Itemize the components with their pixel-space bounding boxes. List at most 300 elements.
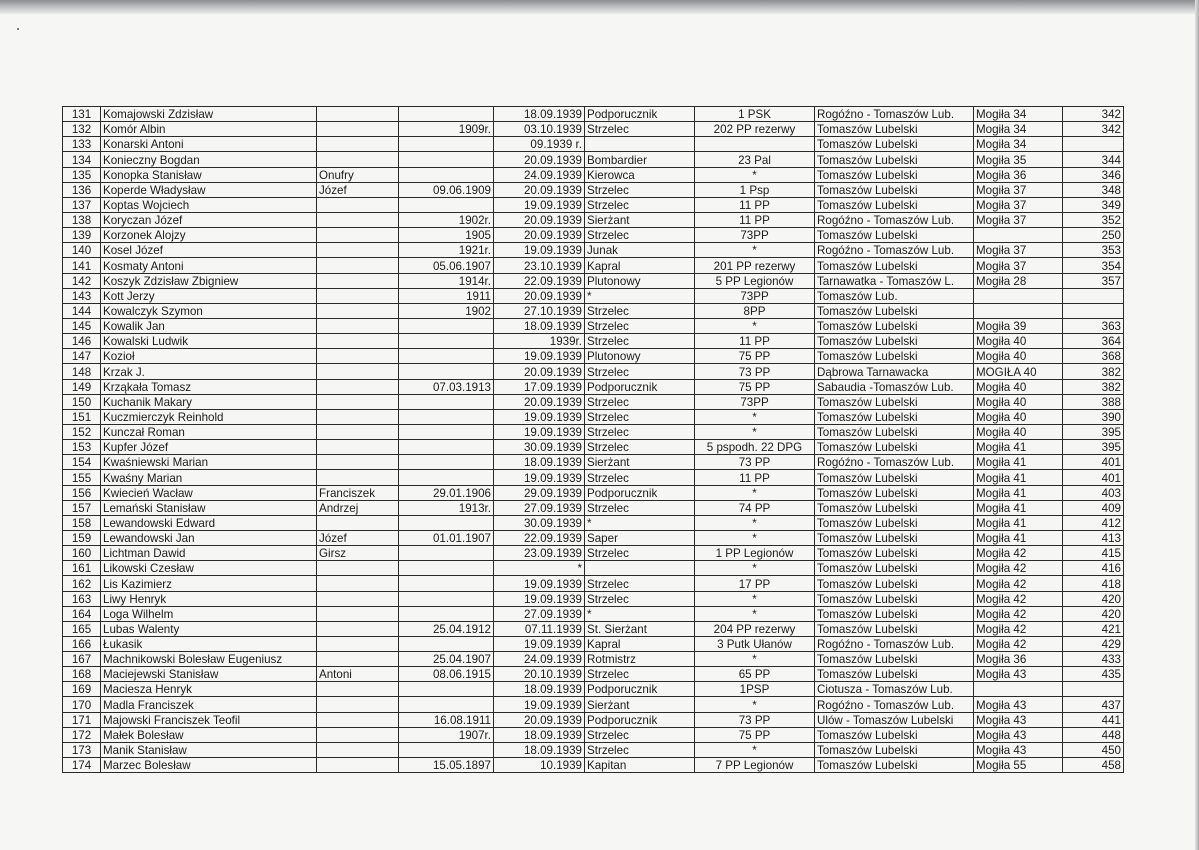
- grave-number-cell: [974, 228, 1063, 243]
- military-rank-cell: Podporucznik: [585, 485, 695, 500]
- grave-number-cell: Mogiła 37: [974, 243, 1063, 258]
- place-of-death-cell: Tomaszów Lubelski: [815, 546, 974, 561]
- military-rank-cell: Strzelec: [585, 742, 695, 757]
- grave-number-cell: Mogiła 41: [974, 530, 1063, 545]
- reference-number-cell: 401: [1063, 455, 1124, 470]
- birth-date-cell: [399, 591, 494, 606]
- place-of-death-cell: Tomaszów Lubelski: [815, 167, 974, 182]
- place-of-death-cell: Tomaszów Lubelski: [815, 349, 974, 364]
- death-date-cell: 20.09.1939: [494, 288, 585, 303]
- reference-number-cell: 348: [1063, 182, 1124, 197]
- entry-number-cell: 174: [63, 758, 101, 773]
- military-unit-cell: *: [695, 318, 815, 333]
- entry-number-cell: 161: [63, 561, 101, 576]
- birth-date-cell: 15.05.1897: [399, 758, 494, 773]
- military-rank-cell: Strzelec: [585, 576, 695, 591]
- birth-date-cell: [399, 394, 494, 409]
- birth-date-cell: 1911: [399, 288, 494, 303]
- reference-number-cell: 354: [1063, 258, 1124, 273]
- place-of-death-cell: Tomaszów Lubelski: [815, 591, 974, 606]
- father-name-cell: [317, 137, 399, 152]
- entry-number-cell: 144: [63, 303, 101, 318]
- grave-number-cell: Mogiła 41: [974, 455, 1063, 470]
- death-date-cell: 19.09.1939: [494, 243, 585, 258]
- reference-number-cell: 415: [1063, 546, 1124, 561]
- entry-number-cell: 148: [63, 364, 101, 379]
- military-unit-cell: 73PP: [695, 288, 815, 303]
- birth-date-cell: [399, 682, 494, 697]
- table-row: [63, 576, 1124, 591]
- reference-number-cell: 416: [1063, 561, 1124, 576]
- military-rank-cell: *: [585, 288, 695, 303]
- reference-number-cell: 412: [1063, 515, 1124, 530]
- full-name-cell: Krząkała Tomasz: [101, 379, 317, 394]
- reference-number-cell: 368: [1063, 349, 1124, 364]
- grave-number-cell: Mogiła 41: [974, 440, 1063, 455]
- reference-number-cell: 349: [1063, 197, 1124, 212]
- birth-date-cell: 01.01.1907: [399, 530, 494, 545]
- father-name-cell: [317, 652, 399, 667]
- place-of-death-cell: Tomaszów Lubelski: [815, 122, 974, 137]
- entry-number-cell: 132: [63, 122, 101, 137]
- entry-number-cell: 154: [63, 455, 101, 470]
- father-name-cell: Girsz: [317, 546, 399, 561]
- military-rank-cell: Strzelec: [585, 364, 695, 379]
- death-date-cell: 23.10.1939: [494, 258, 585, 273]
- reference-number-cell: 413: [1063, 530, 1124, 545]
- father-name-cell: [317, 591, 399, 606]
- table-row: [63, 682, 1124, 697]
- military-unit-cell: 73 PP: [695, 712, 815, 727]
- military-rank-cell: Strzelec: [585, 440, 695, 455]
- death-date-cell: 03.10.1939: [494, 122, 585, 137]
- military-rank-cell: *: [585, 515, 695, 530]
- father-name-cell: [317, 212, 399, 227]
- death-date-cell: 20.09.1939: [494, 182, 585, 197]
- military-unit-cell: *: [695, 742, 815, 757]
- entry-number-cell: 159: [63, 530, 101, 545]
- full-name-cell: Kowalski Ludwik: [101, 334, 317, 349]
- table-row: [63, 591, 1124, 606]
- entry-number-cell: 157: [63, 500, 101, 515]
- table-row: [63, 394, 1124, 409]
- register-body: [63, 107, 1124, 773]
- death-date-cell: 19.09.1939: [494, 697, 585, 712]
- grave-number-cell: MOGIŁA 40: [974, 364, 1063, 379]
- father-name-cell: [317, 318, 399, 333]
- military-unit-cell: 11 PP: [695, 470, 815, 485]
- place-of-death-cell: Tomaszów Lubelski: [815, 667, 974, 682]
- reference-number-cell: [1063, 303, 1124, 318]
- military-rank-cell: Junak: [585, 243, 695, 258]
- full-name-cell: Maciesza Henryk: [101, 682, 317, 697]
- grave-number-cell: Mogiła 42: [974, 546, 1063, 561]
- military-rank-cell: St. Sierżant: [585, 621, 695, 636]
- table-row: [63, 349, 1124, 364]
- entry-number-cell: 150: [63, 394, 101, 409]
- military-unit-cell: 74 PP: [695, 500, 815, 515]
- military-rank-cell: Bombardier: [585, 152, 695, 167]
- father-name-cell: [317, 606, 399, 621]
- entry-number-cell: 164: [63, 606, 101, 621]
- father-name-cell: [317, 742, 399, 757]
- military-unit-cell: *: [695, 530, 815, 545]
- death-date-cell: 24.09.1939: [494, 652, 585, 667]
- grave-number-cell: [974, 682, 1063, 697]
- death-date-cell: 09.1939 r.: [494, 137, 585, 152]
- grave-number-cell: Mogiła 41: [974, 500, 1063, 515]
- entry-number-cell: 135: [63, 167, 101, 182]
- military-rank-cell: Strzelec: [585, 394, 695, 409]
- father-name-cell: [317, 288, 399, 303]
- father-name-cell: [317, 621, 399, 636]
- place-of-death-cell: Tomaszów Lubelski: [815, 727, 974, 742]
- military-unit-cell: *: [695, 515, 815, 530]
- entry-number-cell: 134: [63, 152, 101, 167]
- entry-number-cell: 172: [63, 727, 101, 742]
- military-rank-cell: Strzelec: [585, 197, 695, 212]
- grave-number-cell: Mogiła 42: [974, 621, 1063, 636]
- death-date-cell: 23.09.1939: [494, 546, 585, 561]
- military-unit-cell: 1 Psp: [695, 182, 815, 197]
- entry-number-cell: 165: [63, 621, 101, 636]
- birth-date-cell: [399, 455, 494, 470]
- entry-number-cell: 136: [63, 182, 101, 197]
- military-rank-cell: Sierżant: [585, 212, 695, 227]
- table-row: [63, 606, 1124, 621]
- birth-date-cell: [399, 152, 494, 167]
- birth-date-cell: [399, 409, 494, 424]
- father-name-cell: Franciszek: [317, 485, 399, 500]
- place-of-death-cell: Ciotusza - Tomaszów Lub.: [815, 682, 974, 697]
- place-of-death-cell: Rogóźno - Tomaszów Lub.: [815, 212, 974, 227]
- grave-number-cell: Mogiła 40: [974, 349, 1063, 364]
- military-rank-cell: Strzelec: [585, 303, 695, 318]
- military-rank-cell: Plutonowy: [585, 273, 695, 288]
- father-name-cell: [317, 455, 399, 470]
- military-unit-cell: 75 PP: [695, 349, 815, 364]
- military-rank-cell: Kapitan: [585, 758, 695, 773]
- reference-number-cell: 382: [1063, 379, 1124, 394]
- full-name-cell: Kowalczyk Szymon: [101, 303, 317, 318]
- table-row: [63, 636, 1124, 651]
- military-rank-cell: Strzelec: [585, 500, 695, 515]
- place-of-death-cell: Tomaszów Lubelski: [815, 394, 974, 409]
- death-date-cell: 20.10.1939: [494, 667, 585, 682]
- father-name-cell: [317, 697, 399, 712]
- place-of-death-cell: Tomaszów Lubelski: [815, 515, 974, 530]
- birth-date-cell: 1914r.: [399, 273, 494, 288]
- entry-number-cell: 171: [63, 712, 101, 727]
- death-date-cell: 18.09.1939: [494, 455, 585, 470]
- table-row: [63, 621, 1124, 636]
- table-row: [63, 727, 1124, 742]
- table-row: [63, 712, 1124, 727]
- death-date-cell: *: [494, 561, 585, 576]
- military-rank-cell: Strzelec: [585, 182, 695, 197]
- full-name-cell: Kozioł: [101, 349, 317, 364]
- father-name-cell: [317, 258, 399, 273]
- place-of-death-cell: Tomaszów Lubelski: [815, 621, 974, 636]
- death-date-cell: 19.09.1939: [494, 591, 585, 606]
- death-date-cell: 29.09.1939: [494, 485, 585, 500]
- full-name-cell: Konopka Stanisław: [101, 167, 317, 182]
- death-date-cell: 30.09.1939: [494, 440, 585, 455]
- entry-number-cell: 139: [63, 228, 101, 243]
- military-rank-cell: Strzelec: [585, 228, 695, 243]
- reference-number-cell: 450: [1063, 742, 1124, 757]
- father-name-cell: [317, 122, 399, 137]
- reference-number-cell: 353: [1063, 243, 1124, 258]
- table-row: [63, 409, 1124, 424]
- birth-date-cell: 07.03.1913: [399, 379, 494, 394]
- birth-date-cell: [399, 546, 494, 561]
- entry-number-cell: 138: [63, 212, 101, 227]
- birth-date-cell: [399, 576, 494, 591]
- entry-number-cell: 168: [63, 667, 101, 682]
- reference-number-cell: 458: [1063, 758, 1124, 773]
- reference-number-cell: 420: [1063, 606, 1124, 621]
- table-row: [63, 167, 1124, 182]
- full-name-cell: Lemański Stanisław: [101, 500, 317, 515]
- place-of-death-cell: Rogóźno - Tomaszów Lub.: [815, 697, 974, 712]
- reference-number-cell: 395: [1063, 440, 1124, 455]
- father-name-cell: [317, 561, 399, 576]
- full-name-cell: Maciejewski Stanisław: [101, 667, 317, 682]
- table-row: [63, 742, 1124, 757]
- grave-number-cell: Mogiła 43: [974, 697, 1063, 712]
- military-rank-cell: *: [585, 606, 695, 621]
- full-name-cell: Kosmaty Antoni: [101, 258, 317, 273]
- grave-number-cell: Mogiła 43: [974, 667, 1063, 682]
- father-name-cell: Józef: [317, 182, 399, 197]
- entry-number-cell: 166: [63, 636, 101, 651]
- death-date-cell: 20.09.1939: [494, 394, 585, 409]
- military-unit-cell: 11 PP: [695, 212, 815, 227]
- reference-number-cell: 352: [1063, 212, 1124, 227]
- full-name-cell: Kosel Józef: [101, 243, 317, 258]
- military-unit-cell: 75 PP: [695, 379, 815, 394]
- father-name-cell: [317, 379, 399, 394]
- grave-number-cell: Mogiła 37: [974, 212, 1063, 227]
- reference-number-cell: [1063, 137, 1124, 152]
- birth-date-cell: [399, 137, 494, 152]
- father-name-cell: [317, 334, 399, 349]
- full-name-cell: Kuchanik Makary: [101, 394, 317, 409]
- full-name-cell: Liwy Henryk: [101, 591, 317, 606]
- father-name-cell: [317, 636, 399, 651]
- place-of-death-cell: Tomaszów Lubelski: [815, 137, 974, 152]
- reference-number-cell: 448: [1063, 727, 1124, 742]
- grave-number-cell: Mogiła 41: [974, 515, 1063, 530]
- birth-date-cell: [399, 349, 494, 364]
- military-unit-cell: 1 PP Legionów: [695, 546, 815, 561]
- military-rank-cell: Strzelec: [585, 409, 695, 424]
- death-date-cell: 19.09.1939: [494, 197, 585, 212]
- death-date-cell: 19.09.1939: [494, 576, 585, 591]
- father-name-cell: [317, 394, 399, 409]
- death-date-cell: 27.09.1939: [494, 606, 585, 621]
- grave-number-cell: Mogiła 36: [974, 167, 1063, 182]
- table-row: [63, 546, 1124, 561]
- military-unit-cell: *: [695, 652, 815, 667]
- place-of-death-cell: Rogóźno - Tomaszów Lub.: [815, 636, 974, 651]
- reference-number-cell: 390: [1063, 409, 1124, 424]
- full-name-cell: Łukasik: [101, 636, 317, 651]
- entry-number-cell: 162: [63, 576, 101, 591]
- place-of-death-cell: Tomaszów Lubelski: [815, 228, 974, 243]
- full-name-cell: Koryczan Józef: [101, 212, 317, 227]
- grave-number-cell: Mogiła 42: [974, 591, 1063, 606]
- grave-number-cell: Mogiła 37: [974, 182, 1063, 197]
- father-name-cell: [317, 243, 399, 258]
- table-row: [63, 667, 1124, 682]
- military-rank-cell: Strzelec: [585, 727, 695, 742]
- birth-date-cell: 29.01.1906: [399, 485, 494, 500]
- grave-number-cell: Mogiła 41: [974, 470, 1063, 485]
- grave-number-cell: Mogiła 37: [974, 197, 1063, 212]
- place-of-death-cell: Rogóźno - Tomaszów Lub.: [815, 107, 974, 122]
- birth-date-cell: [399, 107, 494, 122]
- entry-number-cell: 156: [63, 485, 101, 500]
- birth-date-cell: [399, 742, 494, 757]
- father-name-cell: [317, 197, 399, 212]
- military-rank-cell: Saper: [585, 530, 695, 545]
- death-date-cell: 19.09.1939: [494, 424, 585, 439]
- grave-number-cell: Mogiła 42: [974, 561, 1063, 576]
- table-row: [63, 137, 1124, 152]
- father-name-cell: Onufry: [317, 167, 399, 182]
- military-unit-cell: 202 PP rezerwy: [695, 122, 815, 137]
- table-row: [63, 228, 1124, 243]
- place-of-death-cell: Tomaszów Lubelski: [815, 258, 974, 273]
- full-name-cell: Małek Bolesław: [101, 727, 317, 742]
- full-name-cell: Konieczny Bogdan: [101, 152, 317, 167]
- place-of-death-cell: Tomaszów Lubelski: [815, 742, 974, 757]
- father-name-cell: [317, 424, 399, 439]
- place-of-death-cell: Tomaszów Lubelski: [815, 152, 974, 167]
- military-rank-cell: Podporucznik: [585, 107, 695, 122]
- military-unit-cell: 73 PP: [695, 364, 815, 379]
- entry-number-cell: 160: [63, 546, 101, 561]
- reference-number-cell: 418: [1063, 576, 1124, 591]
- military-unit-cell: 73PP: [695, 228, 815, 243]
- full-name-cell: Kott Jerzy: [101, 288, 317, 303]
- grave-number-cell: Mogiła 40: [974, 379, 1063, 394]
- military-rank-cell: Podporucznik: [585, 682, 695, 697]
- entry-number-cell: 153: [63, 440, 101, 455]
- table-row: [63, 334, 1124, 349]
- death-date-cell: 27.10.1939: [494, 303, 585, 318]
- entry-number-cell: 137: [63, 197, 101, 212]
- death-date-cell: 30.09.1939: [494, 515, 585, 530]
- birth-date-cell: [399, 167, 494, 182]
- table-row: [63, 152, 1124, 167]
- birth-date-cell: 05.06.1907: [399, 258, 494, 273]
- entry-number-cell: 155: [63, 470, 101, 485]
- place-of-death-cell: Tomaszów Lubelski: [815, 409, 974, 424]
- entry-number-cell: 131: [63, 107, 101, 122]
- grave-number-cell: Mogiła 37: [974, 258, 1063, 273]
- table-row: [63, 258, 1124, 273]
- military-rank-cell: Strzelec: [585, 318, 695, 333]
- death-date-cell: 22.09.1939: [494, 530, 585, 545]
- death-date-cell: 18.09.1939: [494, 727, 585, 742]
- military-unit-cell: 17 PP: [695, 576, 815, 591]
- grave-number-cell: Mogiła 36: [974, 652, 1063, 667]
- burial-register-table: [62, 106, 1124, 773]
- entry-number-cell: 173: [63, 742, 101, 757]
- table-row: [63, 273, 1124, 288]
- military-unit-cell: 73 PP: [695, 455, 815, 470]
- birth-date-cell: [399, 318, 494, 333]
- reference-number-cell: 409: [1063, 500, 1124, 515]
- reference-number-cell: 429: [1063, 636, 1124, 651]
- military-unit-cell: *: [695, 606, 815, 621]
- grave-number-cell: Mogiła 42: [974, 606, 1063, 621]
- father-name-cell: [317, 758, 399, 773]
- military-rank-cell: Rotmistrz: [585, 652, 695, 667]
- place-of-death-cell: Tomaszów Lubelski: [815, 652, 974, 667]
- father-name-cell: [317, 303, 399, 318]
- full-name-cell: Koszyk Zdzisław Zbigniew: [101, 273, 317, 288]
- place-of-death-cell: Tomaszów Lubelski: [815, 470, 974, 485]
- birth-date-cell: [399, 424, 494, 439]
- table-row: [63, 364, 1124, 379]
- birth-date-cell: [399, 697, 494, 712]
- birth-date-cell: [399, 561, 494, 576]
- grave-number-cell: Mogiła 34: [974, 137, 1063, 152]
- reference-number-cell: 364: [1063, 334, 1124, 349]
- full-name-cell: Manik Stanisław: [101, 742, 317, 757]
- table-row: [63, 197, 1124, 212]
- grave-number-cell: Mogiła 28: [974, 273, 1063, 288]
- father-name-cell: [317, 515, 399, 530]
- entry-number-cell: 145: [63, 318, 101, 333]
- place-of-death-cell: Tomaszów Lubelski: [815, 500, 974, 515]
- full-name-cell: Lichtman Dawid: [101, 546, 317, 561]
- birth-date-cell: 1913r.: [399, 500, 494, 515]
- place-of-death-cell: Tomaszów Lubelski: [815, 606, 974, 621]
- scan-speck: [17, 28, 19, 30]
- death-date-cell: 07.11.1939: [494, 621, 585, 636]
- entry-number-cell: 143: [63, 288, 101, 303]
- military-rank-cell: Strzelec: [585, 667, 695, 682]
- death-date-cell: 20.09.1939: [494, 228, 585, 243]
- reference-number-cell: [1063, 288, 1124, 303]
- grave-number-cell: Mogiła 42: [974, 576, 1063, 591]
- table-row: [63, 485, 1124, 500]
- reference-number-cell: 363: [1063, 318, 1124, 333]
- military-unit-cell: 23 Pal: [695, 152, 815, 167]
- full-name-cell: Kwaśny Marian: [101, 470, 317, 485]
- military-unit-cell: 1PSP: [695, 682, 815, 697]
- full-name-cell: Kwiecień Wacław: [101, 485, 317, 500]
- scan-top-edge: [0, 0, 1199, 14]
- military-unit-cell: *: [695, 697, 815, 712]
- father-name-cell: [317, 682, 399, 697]
- table-row: [63, 122, 1124, 137]
- full-name-cell: Lubas Walenty: [101, 621, 317, 636]
- military-rank-cell: Podporucznik: [585, 712, 695, 727]
- place-of-death-cell: Tomaszów Lubelski: [815, 318, 974, 333]
- entry-number-cell: 133: [63, 137, 101, 152]
- place-of-death-cell: Rogóźno - Tomaszów Lub.: [815, 455, 974, 470]
- entry-number-cell: 141: [63, 258, 101, 273]
- birth-date-cell: 25.04.1912: [399, 621, 494, 636]
- entry-number-cell: 169: [63, 682, 101, 697]
- death-date-cell: 18.09.1939: [494, 318, 585, 333]
